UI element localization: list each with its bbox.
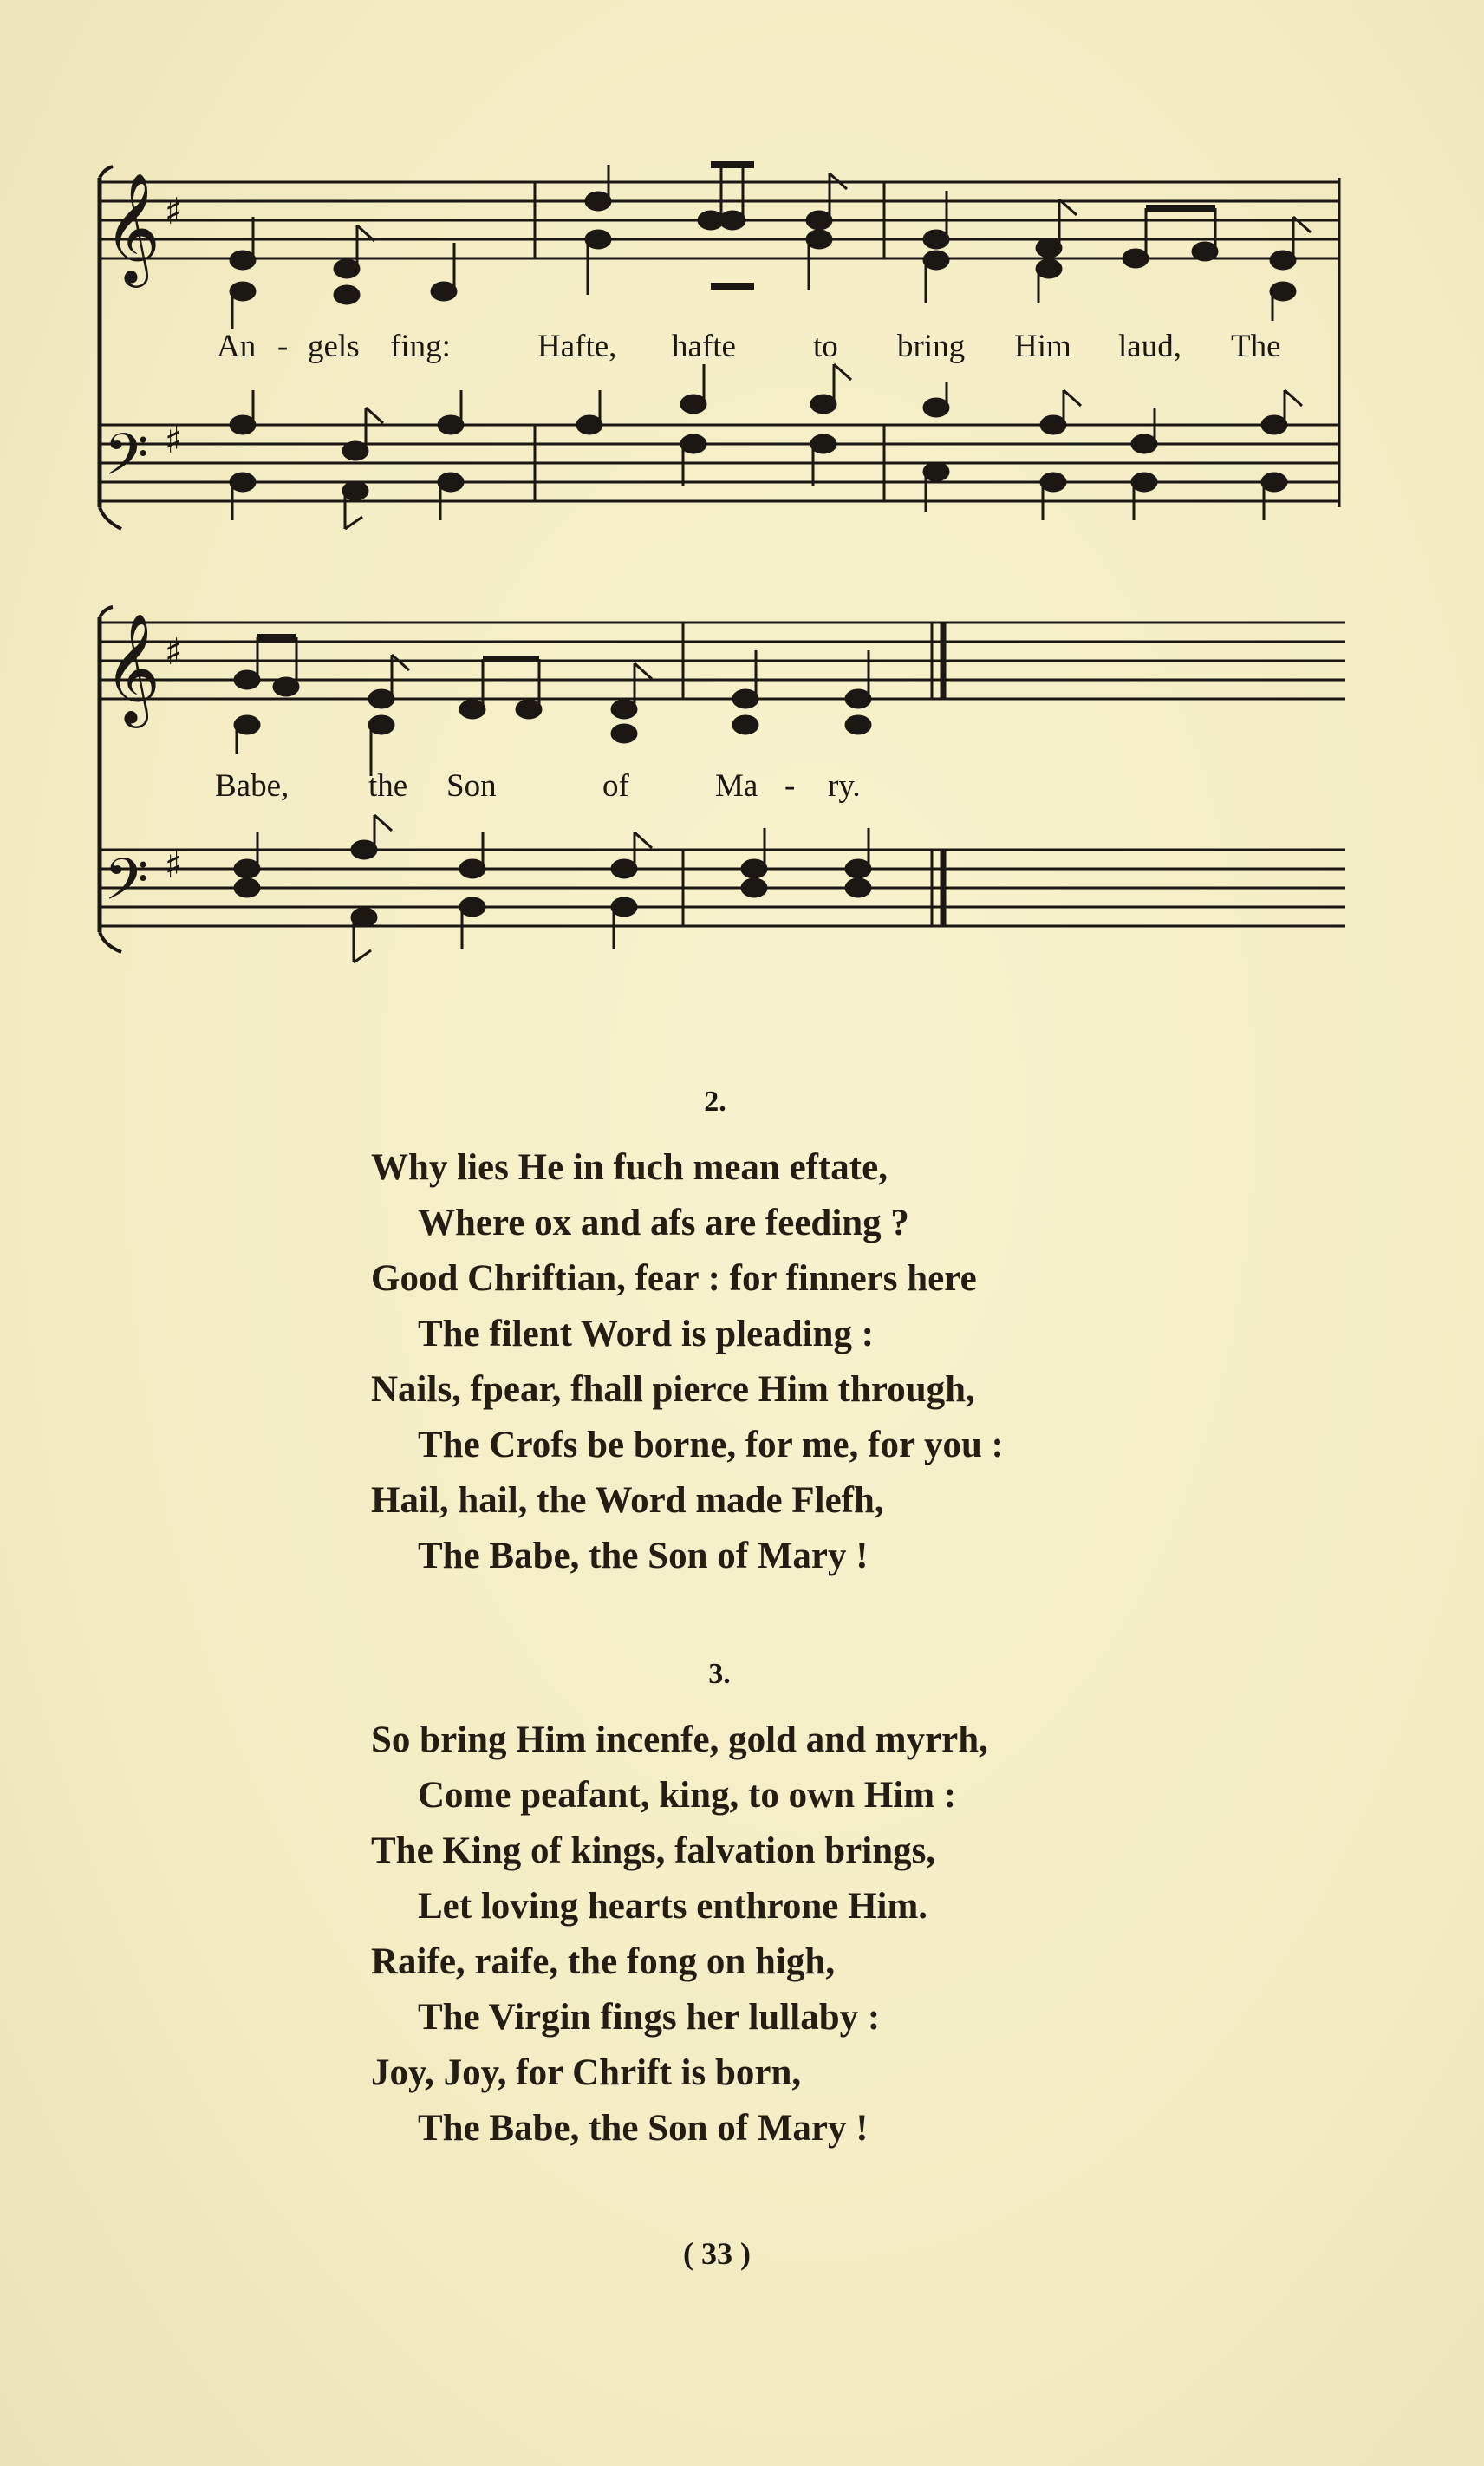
lyric-syllable: to bbox=[813, 329, 838, 364]
lyric-syllable: - bbox=[784, 768, 796, 804]
verse-line: The Babe, the Son of Mary ! bbox=[418, 2108, 869, 2149]
verse-line: Where ox and afs are feeding ? bbox=[418, 1203, 909, 1243]
lyric-syllable: - bbox=[277, 329, 289, 364]
lyric-syllable: gels bbox=[308, 329, 360, 364]
svg-text:♯: ♯ bbox=[165, 630, 183, 673]
verse-line: Good Chriftian, fear : for finners here bbox=[371, 1258, 977, 1299]
lyric-syllable: ry. bbox=[828, 768, 861, 804]
lyric-syllable: laud, bbox=[1118, 329, 1181, 364]
verse-line: Nails, fpear, fhall pierce Him through, bbox=[371, 1369, 975, 1410]
verse-line: The Babe, the Son of Mary ! bbox=[418, 1536, 869, 1576]
lyric-syllable: Ma bbox=[715, 768, 758, 804]
stanza-number: 3. bbox=[708, 1658, 731, 1690]
lyric-syllable: hafte bbox=[672, 329, 736, 364]
verse-line: The Crofs be borne, for me, for you : bbox=[418, 1425, 1004, 1465]
lyric-syllable: bring bbox=[897, 329, 966, 364]
verse-line: So bring Him incenfe, gold and myrrh, bbox=[371, 1719, 988, 1760]
svg-text:♯: ♯ bbox=[165, 190, 183, 232]
svg-text:𝄢: 𝄢 bbox=[104, 846, 149, 927]
svg-text:♯: ♯ bbox=[165, 419, 183, 461]
verse-line: Raife, raife, the fong on high, bbox=[371, 1941, 836, 1982]
verse-line: The filent Word is pleading : bbox=[418, 1314, 875, 1354]
verse-line: Come peafant, king, to own Him : bbox=[418, 1775, 957, 1816]
lyric-syllable: Him bbox=[1014, 329, 1071, 364]
verse-line: The King of kings, falvation brings, bbox=[371, 1830, 936, 1871]
lyric-syllable: Hafte, bbox=[537, 329, 617, 364]
verse-line: Hail, hail, the Word made Flefh, bbox=[371, 1480, 884, 1521]
music-system-2 bbox=[0, 0, 1484, 971]
svg-text:𝄞: 𝄞 bbox=[104, 172, 161, 283]
page-number: ( 33 ) bbox=[683, 2236, 751, 2271]
lyric-syllable: The bbox=[1231, 329, 1281, 364]
verse-line: The Virgin fings her lullaby : bbox=[418, 1997, 881, 2038]
verse-line: Joy, Joy, for Chrift is born, bbox=[371, 2052, 802, 2093]
lyric-syllable: fing: bbox=[390, 329, 451, 364]
verse-line: Let loving hearts enthrone Him. bbox=[418, 1886, 928, 1927]
lyric-syllable: the bbox=[368, 768, 408, 804]
stanza-number: 2. bbox=[704, 1086, 726, 1118]
lyric-syllable: of bbox=[602, 768, 629, 804]
lyric-syllable: An bbox=[217, 329, 257, 364]
verse-line: Why lies He in fuch mean eftate, bbox=[371, 1147, 888, 1188]
lyric-syllable: Babe, bbox=[215, 768, 290, 804]
svg-text:𝄢: 𝄢 bbox=[104, 421, 149, 502]
svg-text:𝄞: 𝄞 bbox=[104, 612, 161, 723]
svg-text:♯: ♯ bbox=[165, 844, 183, 886]
lyric-syllable: Son bbox=[446, 768, 497, 804]
